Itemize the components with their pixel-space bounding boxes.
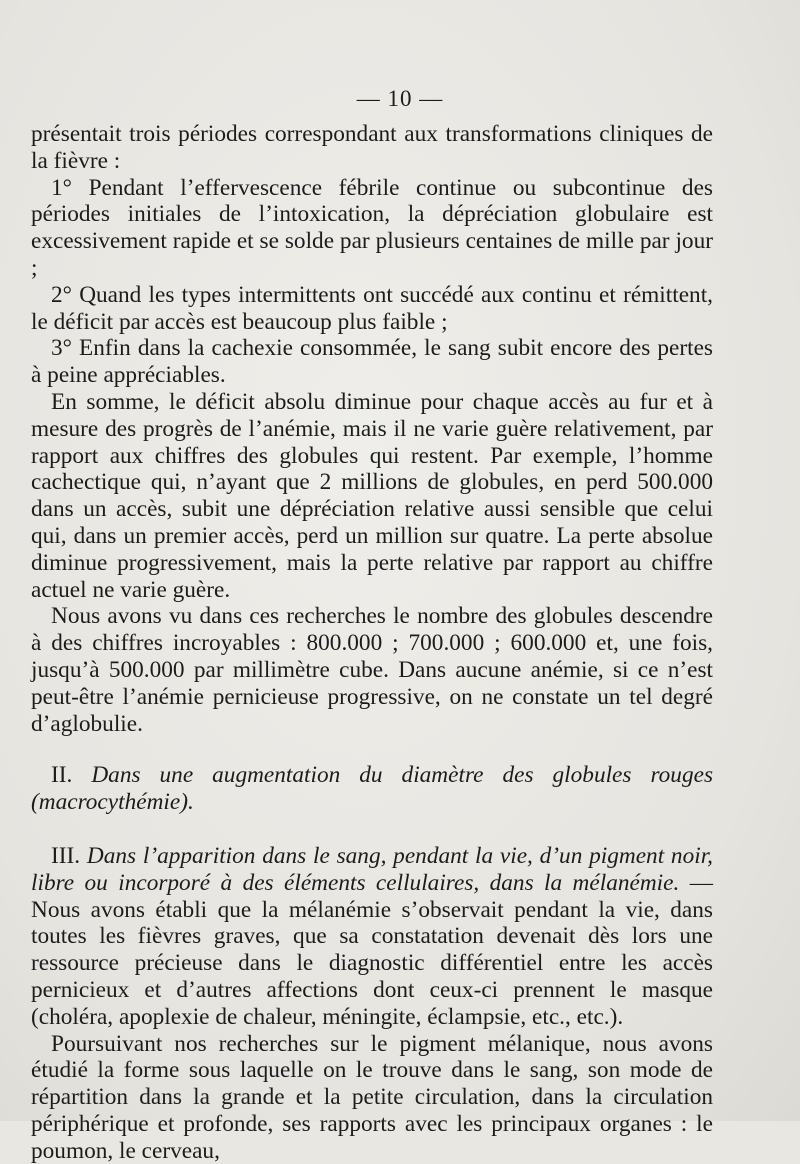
section-iii (31, 843, 713, 1031)
list-item-1: 1° Pendant l’effervescence fébrile continue ou subcontinue des périodes initiales de l’intoxication, la dépréciation globulaire est excessivement rapide et se solde par plusieurs centaines de mille par jour ; (31, 175, 713, 282)
spacer (31, 816, 713, 843)
section-ii-number: II. (51, 762, 72, 788)
page-body (31, 121, 713, 1164)
paragraph-poursuivant: Poursuivant nos recherches sur le pigment mélanique, nous avons étudié la forme sous laquelle on le trouve dans le sang, son mode de répartition dans la grande et la petite circulation, dans la circulation périphérique et profonde, ses rapports avec les principaux organes : le poumon, le cerveau, (31, 1031, 713, 1164)
paragraph-nous-avons-vu: Nous avons vu dans ces recherches le nombre des globules descendre à des chiffres incroyables : 800.000 ; 700.000 ; 600.000 et, une fois, jusqu’à 500.000 par millimètre cube. Dans aucune anémie, si ce n’est peut-être l’anémie pernicieuse progressive, on ne constate un tel degré d’aglobulie. (31, 603, 713, 737)
section-iii-text: — Nous avons établi que la mélanémie s’observait pendant la vie, dans toutes les fièvres graves, que sa constatation devenait dès lors une ressource précieuse dans le diagnostic différentiel entre les accès pernicieux et d’autres affections dont ceux-ci prennent le masque (choléra, apoplexie de chaleur, méningite, éclampsie, etc., etc.). (31, 870, 713, 1030)
spacer (31, 737, 713, 762)
page-number: — 10 — (0, 86, 800, 112)
section-ii (31, 762, 713, 816)
list-item-2: 2° Quand les types intermittents ont succédé aux continu et rémittent, le déficit par accès est beaucoup plus faible ; (31, 282, 713, 336)
list-item-3: 3° Enfin dans la cachexie consommée, le sang subit encore des pertes à peine appréciables. (31, 335, 713, 389)
section-iii-title: Dans l’apparition dans le sang, pendant la vie, d’un pigment noir, libre ou incorporé à des éléments cellulaires, dans la mélanémie. (31, 843, 713, 896)
paragraph-en-somme: En somme, le déficit absolu diminue pour chaque accès au fur et à mesure des progrès de l’anémie, mais il ne varie guère relativement, par rapport aux chiffres des globules qui restent. Par exemple, l’homme cachectique qui, n’ayant que 2 millions de globules, en perd 500.000 dans un accès, subit une dépréciation relative aussi sensible que celui qui, dans un premier accès, perd un million sur quatre. La perte absolue diminue progressivement, mais la perte relative par rapport au chiffre actuel ne varie guère. (31, 389, 713, 603)
paragraph-intro: présentait trois périodes correspondant aux transformations cliniques de la fièvre : (31, 121, 713, 175)
section-ii-title: Dans une augmentation du diamètre des globules rouges (macrocythémie). (31, 762, 713, 815)
section-iii-number: III. (51, 843, 80, 869)
